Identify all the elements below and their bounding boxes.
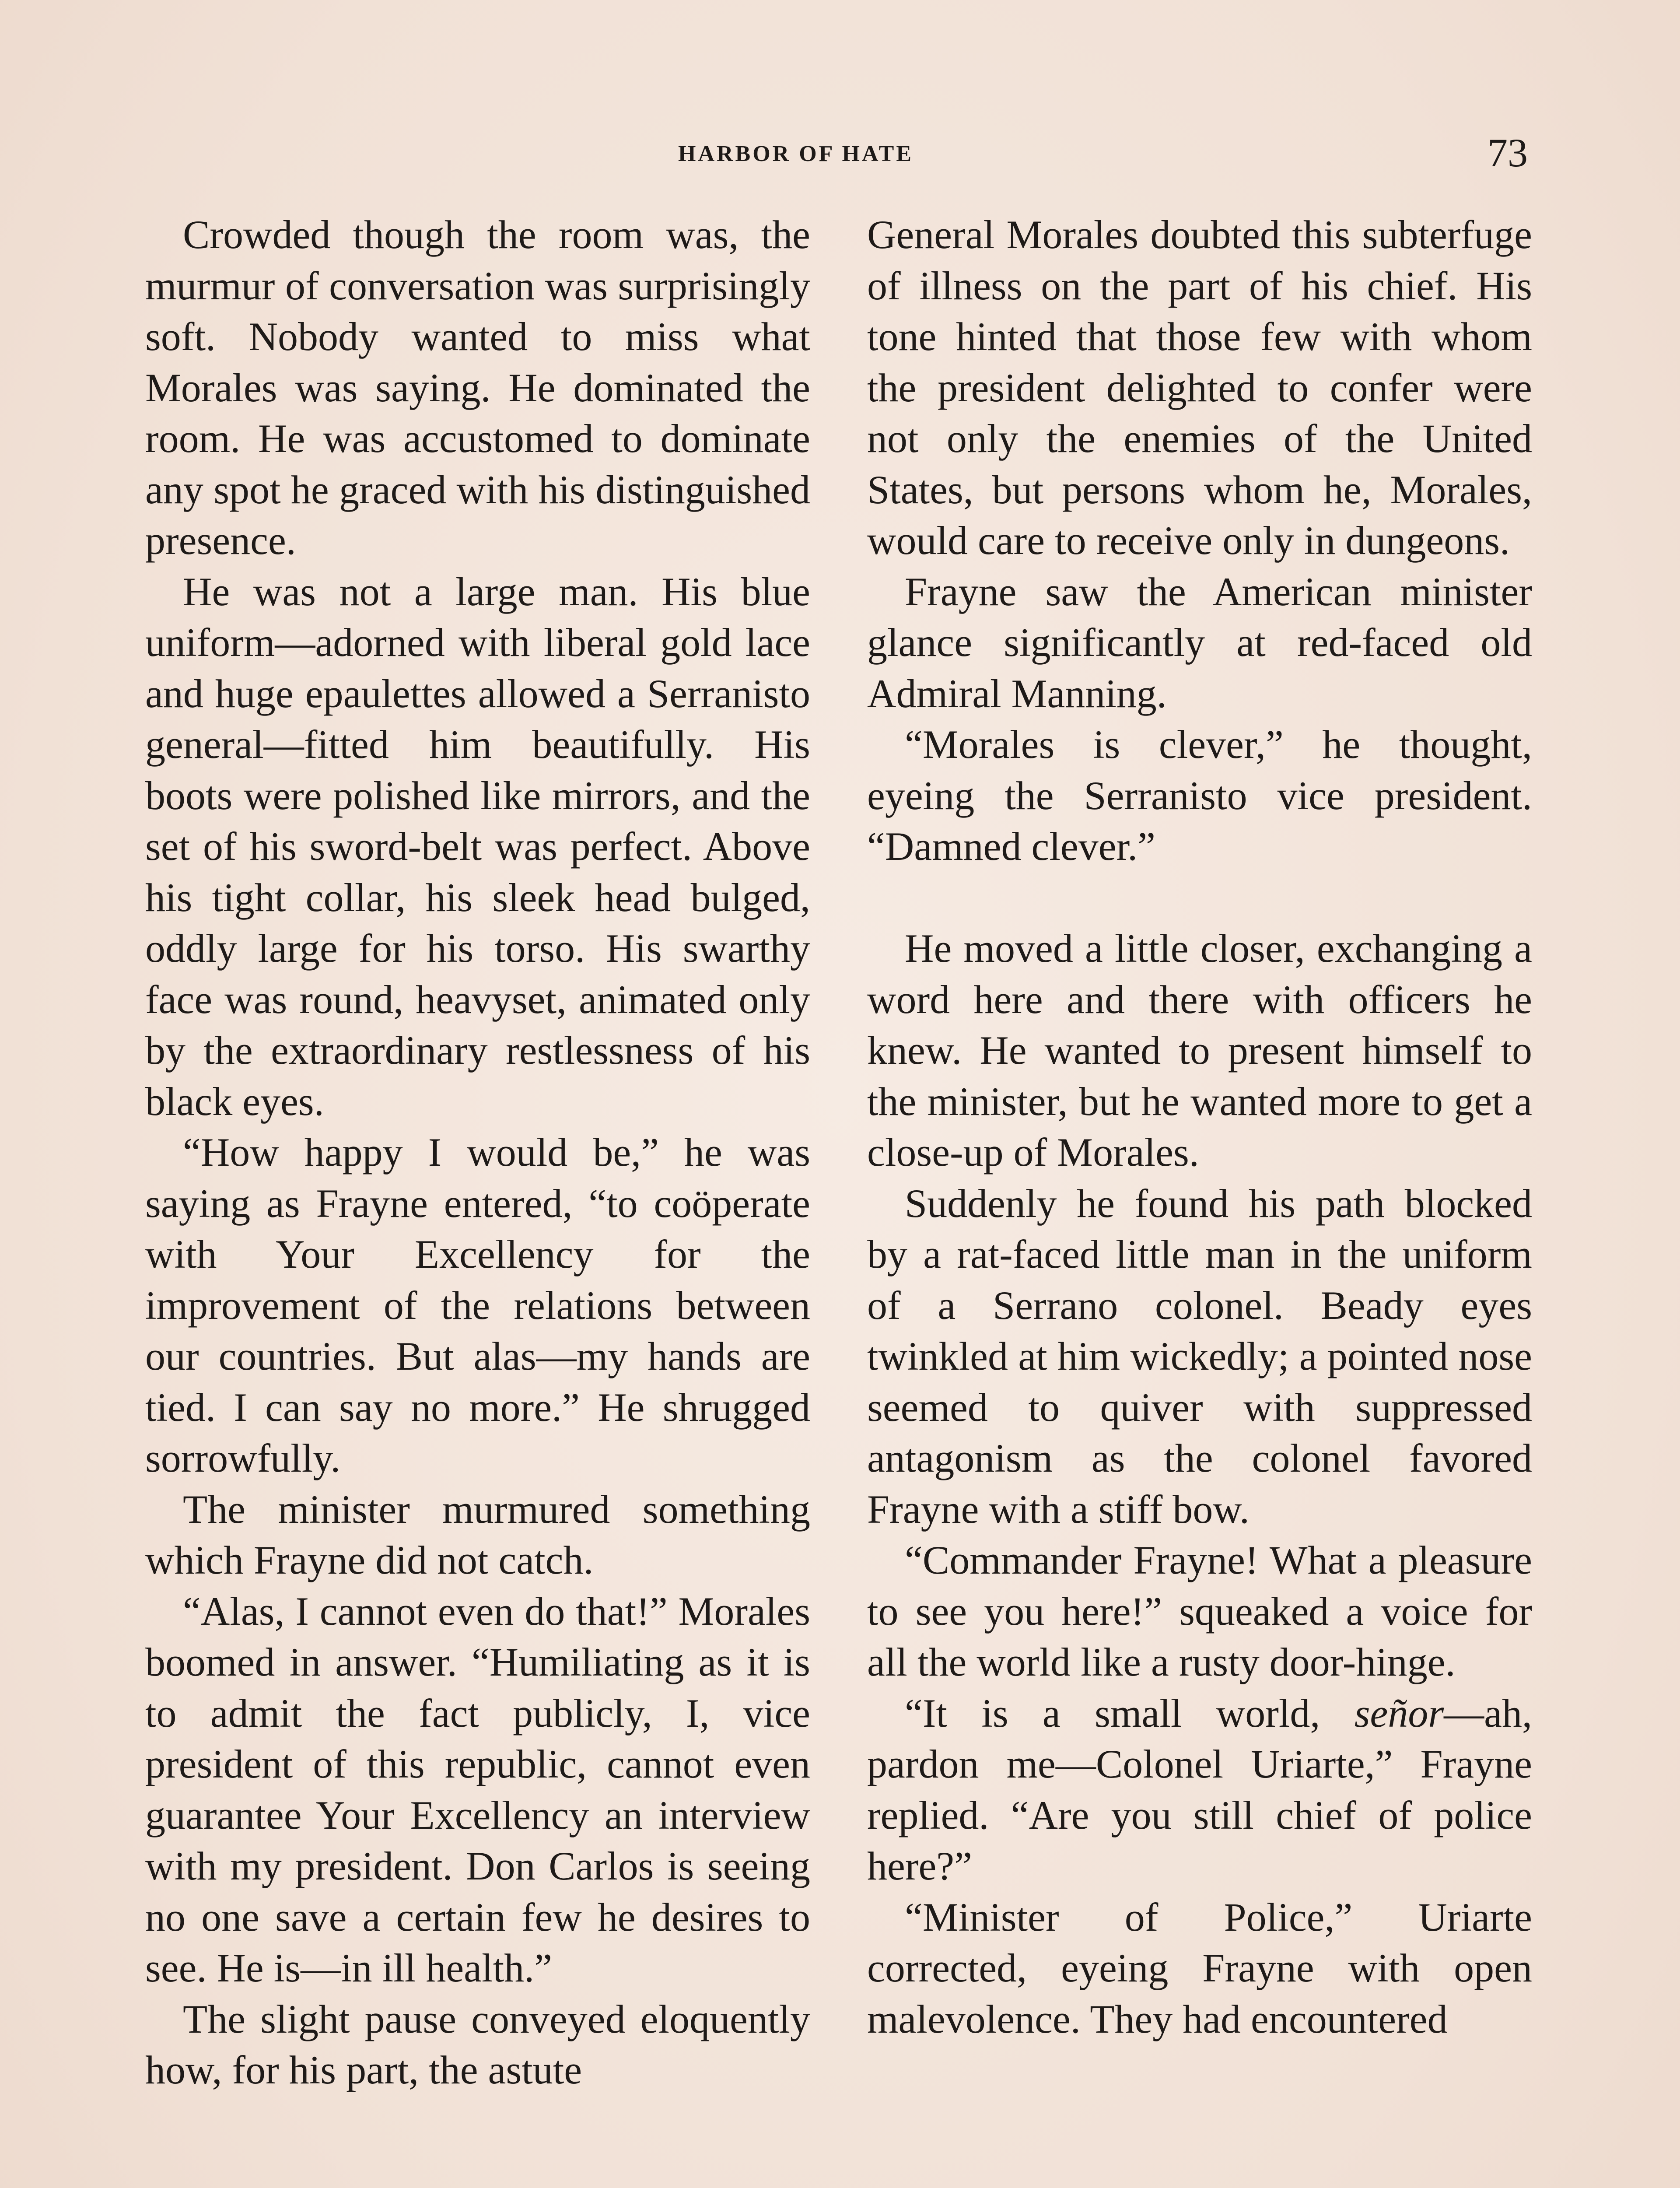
- section-break: [867, 872, 1532, 923]
- paragraph-text: —ah, pardon me—Colonel Uriarte,” Frayne replied. “Are you still chief of police here?”: [867, 1690, 1532, 1888]
- paragraph: He moved a little closer, exchanging a word here and there with officers he knew. He wanted to present himself to the minister, but he wanted more to get a close-up of Morales.: [867, 926, 1532, 1175]
- paragraph: He was not a large man. His blue uniform—adorned with liberal gold lace and huge epaulettes allowed a Serranisto general—fitted him beautifully. His boots were polished like mirrors, and the set of his sword-belt was perfect. Above his tight collar, his sleek head bulged, oddly large for his torso. His swarthy face was round, heavyset, animated only by the extraordinary restlessness of his black eyes.: [145, 569, 810, 1124]
- paragraph: [867, 1688, 1532, 1892]
- paragraph: “Commander Frayne! What a pleasure to see you here!” squeaked a voice for all the world like a rusty door-hinge.: [867, 1538, 1532, 1684]
- left-column: [145, 209, 810, 2096]
- paragraph: Frayne saw the American minister glance significantly at red-faced old Admiral Manning.: [867, 569, 1532, 716]
- right-column: [867, 209, 1532, 2044]
- paragraph: Crowded though the room was, the murmur of conversation was surprisingly soft. Nobody wanted to miss what Morales was saying. He dominated the room. He was accustomed to dominate any spot he graced with his distinguished presence.: [145, 212, 810, 563]
- paragraph: “How happy I would be,” he was saying as Frayne entered, “to coöperate with Your Excellency for the improvement of the relations between our countries. But alas—my hands are tied. I can say no more.” He shrugged sorrowfully.: [145, 1130, 810, 1480]
- italic-word: señor: [1354, 1690, 1444, 1736]
- paragraph: “Morales is clever,” he thought, eyeing the Serranisto vice president. “Damned clever.”: [867, 722, 1532, 869]
- paragraph-text: “It is a small world,: [905, 1690, 1354, 1736]
- page-number: 73: [1488, 130, 1528, 175]
- paragraph: “Minister of Police,” Uriarte corrected, eyeing Frayne with open malevolence. They had encountered: [867, 1894, 1532, 2041]
- paragraph-continuation: General Morales doubted this subterfuge of illness on the part of his chief. His tone hinted that those few with whom the president delighted to confer were not only the enemies of the United States, but persons whom he, Morales, would care to receive only in dungeons.: [867, 212, 1532, 563]
- running-head: HARBOR OF HATE: [678, 141, 914, 166]
- paragraph: “Alas, I cannot even do that!” Morales boomed in answer. “Humiliating as it is to admit the fact publicly, I, vice president of this republic, cannot even guarantee Your Excellency an interview with my president. Don Carlos is seeing no one save a certain few he desires to see. He is—in ill health.”: [145, 1588, 810, 1990]
- paragraph: Suddenly he found his path blocked by a rat-faced little man in the uniform of a Serrano colonel. Beady eyes twinkled at him wickedly; a pointed nose seemed to quiver with suppressed antagonism as the colonel favored Frayne with a stiff bow.: [867, 1181, 1532, 1532]
- paragraph: The slight pause conveyed eloquently how, for his part, the astute: [145, 1996, 810, 2092]
- paragraph: The minister murmured something which Frayne did not catch.: [145, 1487, 810, 1582]
